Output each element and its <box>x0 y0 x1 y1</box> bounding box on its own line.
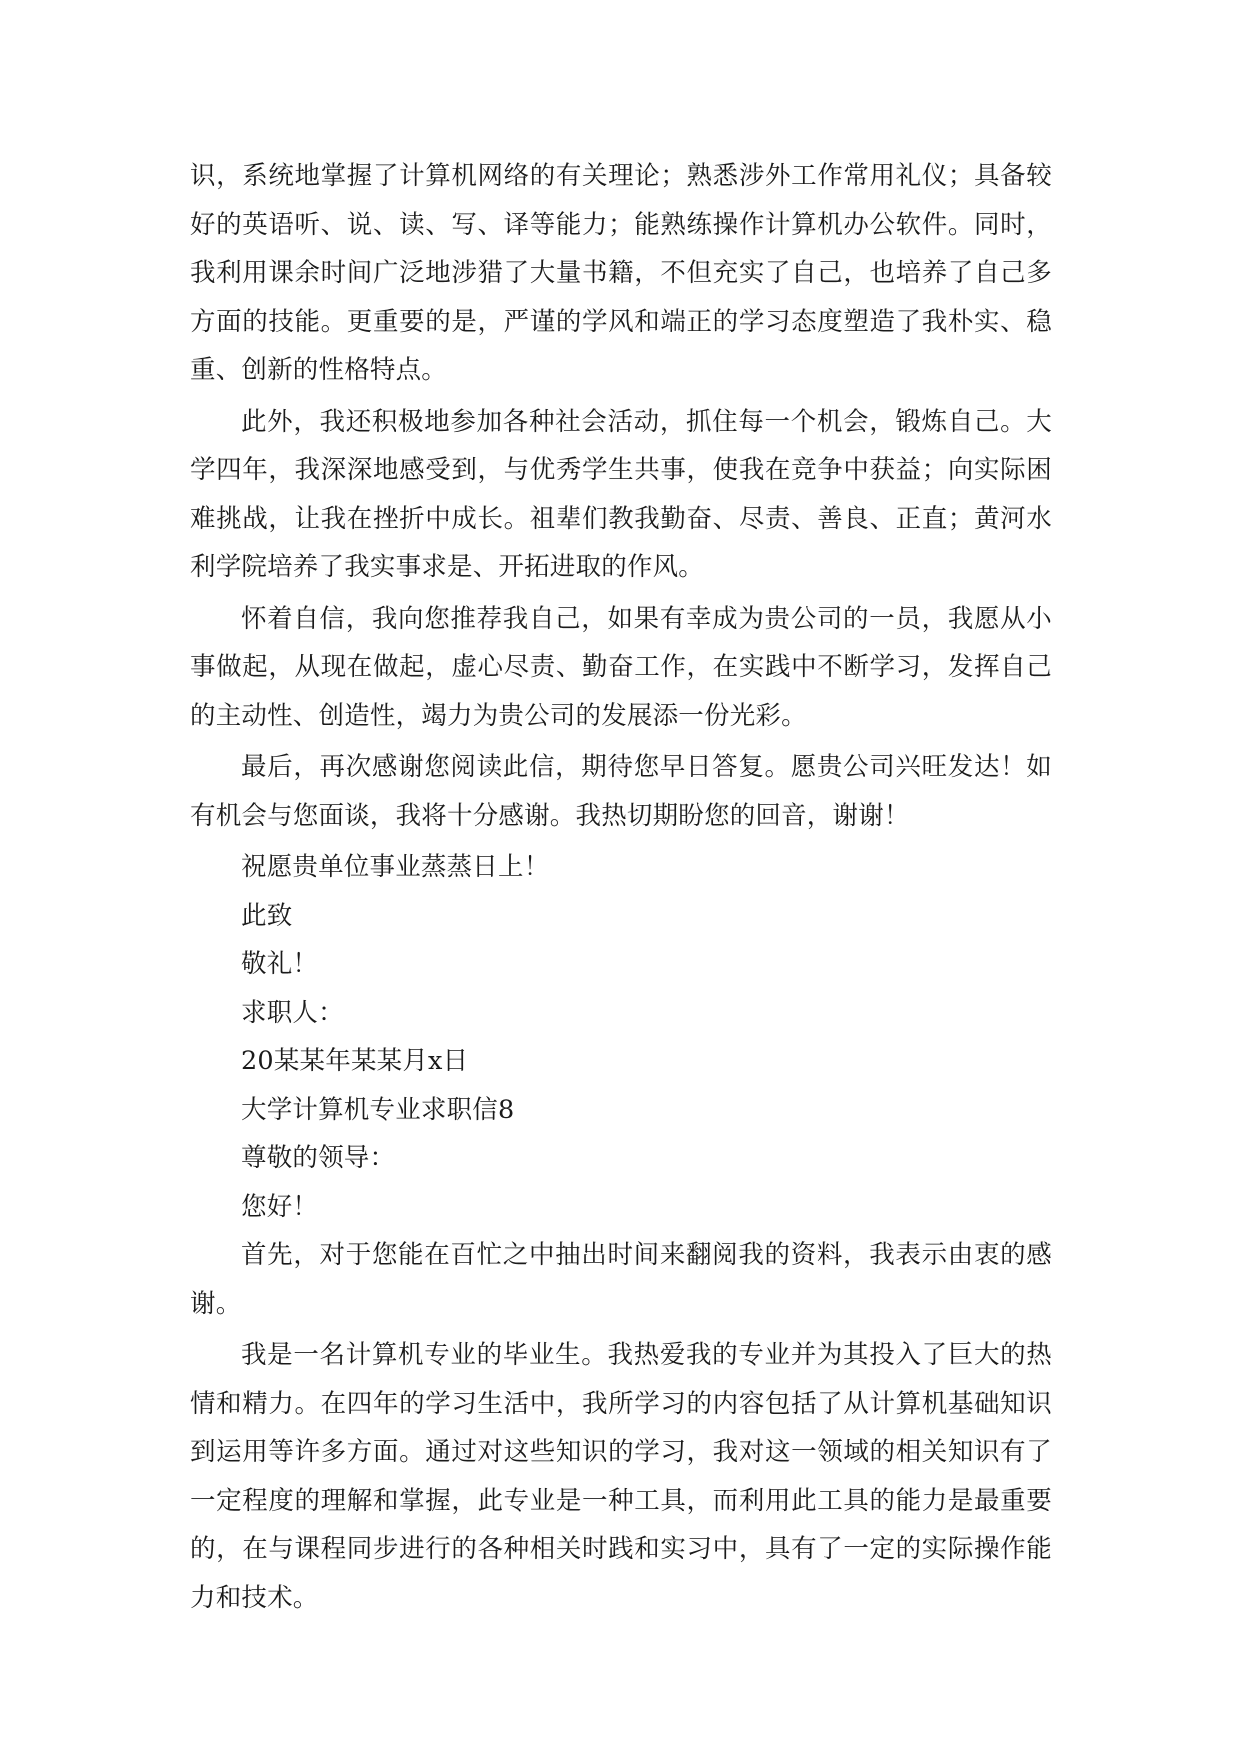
body-paragraph: 首先，对于您能在百忙之中抽出时间来翻阅我的资料，我表示由衷的感谢。 <box>190 1240 1052 1319</box>
greeting-recipient: 尊敬的领导： <box>241 1143 396 1173</box>
body-paragraph: 怀着自信，我向您推荐我自己，如果有幸成为贵公司的一员，我愿从小事做起，从现在做起，虚心尽责、勤奋工作，在实践中不断学习，发挥自己的主动性、创造性，竭力为贵公司的发展添一份光彩。 <box>190 603 1052 731</box>
body-paragraph: 此外，我还积极地参加各种社会活动，抓住每一个机会，锻炼自己。大学四年，我深深地感受到，与优秀学生共事，使我在竞争中获益；向实际困难挑战，让我在挫折中成长。祖辈们教我勤奋、尽责、善良、正直；黄河水利学院培养了我实事求是、开拓进取的作风。 <box>190 406 1052 582</box>
document-page <box>190 152 1052 1625</box>
closing-respect: 敬礼！ <box>241 949 319 979</box>
closing-wish: 祝愿贵单位事业蒸蒸日上！ <box>241 852 550 882</box>
letter-date: 20某某年某某月x日 <box>241 1046 469 1076</box>
body-paragraph: 最后，再次感谢您阅读此信，期待您早日答复。愿贵公司兴旺发达！如有机会与您面谈，我将十分感谢。我热切期盼您的回音，谢谢！ <box>190 752 1052 831</box>
applicant-label: 求职人： <box>241 997 344 1028</box>
letter-title: 大学计算机专业求职信8 <box>241 1094 515 1125</box>
body-paragraph: 识，系统地掌握了计算机网络的有关理论；熟悉涉外工作常用礼仪；具备较好的英语听、说、读、写、译等能力；能熟练操作计算机办公软件。同时，我利用课余时间广泛地涉猎了大量书籍，不但充实了自己，也培养了自己多方面的技能。更重要的是，严谨的学风和端正的学习态度塑造了我朴实、稳重、创新的性格特点。 <box>190 161 1052 385</box>
closing-salutation: 此致 <box>241 900 293 931</box>
greeting-hello: 您好！ <box>241 1191 319 1222</box>
body-paragraph: 我是一名计算机专业的毕业生。我热爱我的专业并为其投入了巨大的热情和精力。在四年的学习生活中，我所学习的内容包括了从计算机基础知识到运用等许多方面。通过对这些知识的学习，我对这一领域的相关知识有了一定程度的理解和掌握，此专业是一种工具，而利用此工具的能力是最重要的，在与课程同步进行的各种相关时践和实习中，具有了一定的实际操作能力和技术。 <box>190 1340 1052 1613</box>
